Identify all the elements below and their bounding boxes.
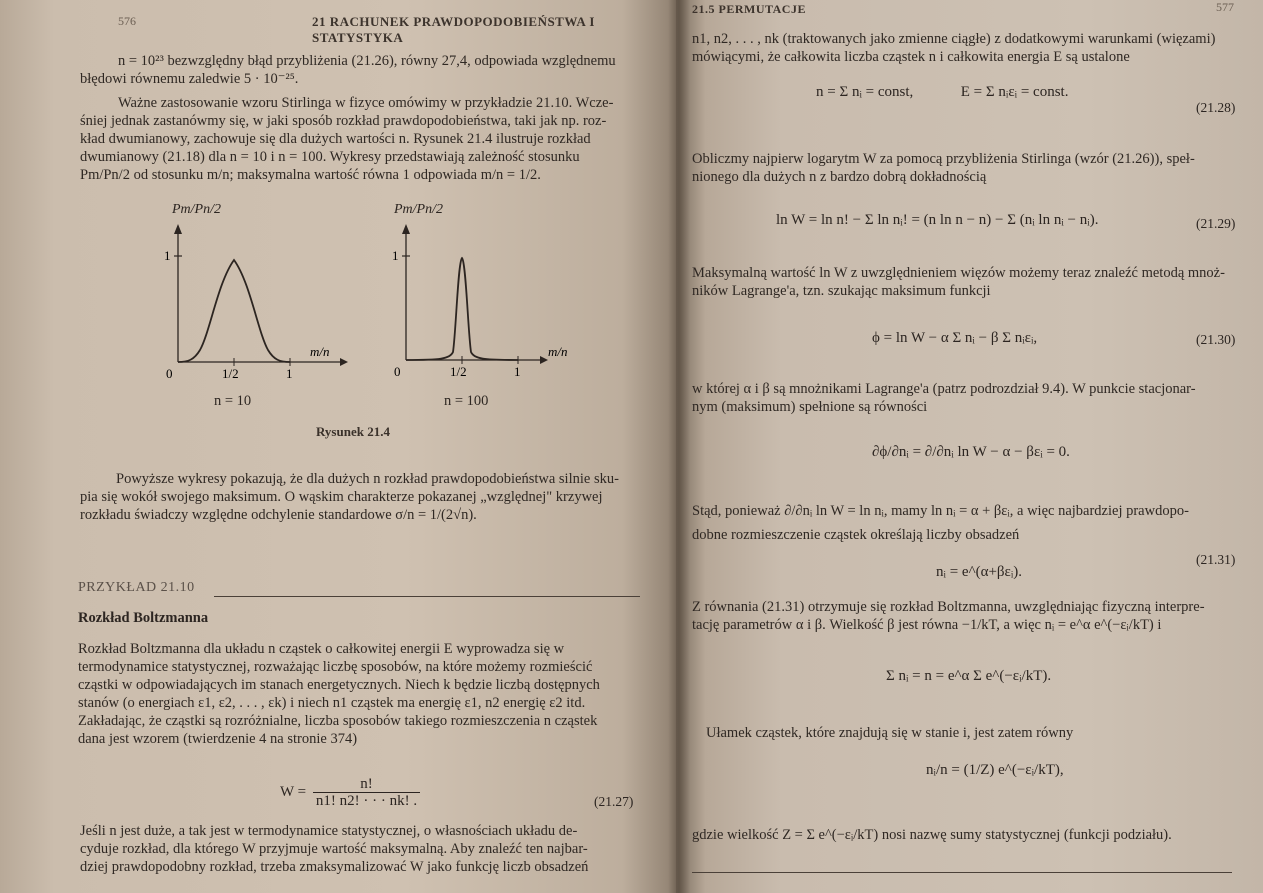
text-line: nionego dla dużych n z bardzo dobrą dokładnością (692, 169, 987, 185)
text-line: termodynamice statystycznej, rozważając liczbę sposobów, na które możemy rozmieścić (78, 659, 593, 675)
x-tick-label: 0 (166, 366, 173, 381)
x-tick-label: 1 (286, 366, 293, 381)
text-line: rozkładu świadczy względne odchylenie standardowe σ/n = 1/(2√n). (80, 507, 477, 523)
text-line: mówiącymi, że całkowita liczba cząstek n i całkowita energia E są ustalone (692, 49, 1130, 65)
text-line: Obliczmy najpierw logarytm W za pomocą przybliżenia Stirlinga (wzór (21.26)), speł- (692, 151, 1195, 167)
text-line: Pm/Pn/2 od stosunku m/n; maksymalna wartość równa 1 odpowiada m/n = 1/2. (80, 167, 541, 183)
heading-rule (214, 596, 640, 597)
fraction-numerator: n! (313, 776, 420, 793)
text-line: Rozkład Boltzmanna dla układu n cząstek o całkowitej energii E wyprowadza się w (78, 641, 565, 657)
text-line: nym (maksimum) spełnione są równości (692, 399, 928, 415)
x-tick-label: 0 (394, 364, 401, 379)
text-line: kład dwumianowy, zachowuje się dla dużych wartości n. Rysunek 21.4 ilustruje rozkład (80, 131, 591, 147)
text-line: dziej prawdopodobny rozkład, trzeba zmaksymalizować W jako funkcję liczb obsadzeń (80, 859, 589, 875)
text-line: cyduje rozkład, dla którego W przyjmuje wartość maksymalną. Aby znaleźć ten najbar- (80, 841, 588, 857)
equation-number: (21.31) (1196, 552, 1236, 567)
equation-part: E = Σ nᵢεᵢ = const. (960, 84, 1069, 100)
equation-21-27 (280, 776, 423, 809)
running-head: 21.5 PERMUTACJE (692, 2, 806, 16)
text-line: stanów (o energiach ε1, ε2, . . . , εk) i niech n1 cząstek ma energię ε1, n2 energię ε2 itd. (78, 695, 586, 711)
text-line: dwumianowy (21.18) dla n = 10 i n = 100. Wykresy przedstawiają zależność stosunku (80, 149, 580, 165)
x-axis-label: m/n (548, 344, 568, 359)
text-line: Z równania (21.31) otrzymuje się rozkład Boltzmanna, uwzględniając fizyczną interpre- (692, 599, 1205, 615)
fraction-denominator: n1! n2! · · · nk! . (315, 793, 418, 809)
x-tick-label: 1 (514, 364, 521, 379)
text-line: dana jest wzorem (twierdzenie 4 na stronie 374) (78, 731, 358, 747)
plot-ylabel: Pm/Pn/2 (394, 202, 443, 217)
equation-lhs: W = (280, 783, 307, 800)
text-line: Ułamek cząstek, które znajdują się w stanie i, jest zatem równy (706, 725, 1074, 741)
page-number: 577 (1216, 0, 1234, 14)
x-tick-label: 1/2 (450, 364, 467, 379)
text-line: Zakładając, że cząstki są rozróżnialne, liczba sposobów takiego rozmieszczenia n cząstek (78, 713, 598, 729)
text-line: gdzie wielkość Z = Σ e^(−εᵢ/kT) nosi nazwę sumy statystycznej (funkcji podziału). (692, 827, 1172, 843)
binomial-plot-n10 (160, 222, 360, 392)
x-axis-label: m/n (310, 344, 330, 359)
binomial-plot-n100 (390, 222, 590, 392)
text-line: dobne rozmieszczenie cząstek określają liczby obsadzeń (692, 527, 1020, 543)
plot-ylabel: Pm/Pn/2 (172, 202, 221, 217)
equation-number: (21.27) (594, 794, 634, 809)
text-line: ników Lagrange'a, tzn. szukając maksimum funkcji (692, 283, 991, 299)
y-tick-label: 1 (392, 248, 399, 263)
equation-sum: Σ nᵢ = n = e^α Σ e^(−εᵢ/kT). (886, 668, 1052, 684)
text-line: cząstki w odpowiadających im stanach energetycznych. Niech k będzie liczbą dostępnych (78, 677, 600, 693)
page-rule (692, 872, 1232, 873)
equation-number: (21.28) (1196, 100, 1236, 115)
y-tick-label: 1 (164, 248, 171, 263)
equation-21-29: ln W = ln n! − Σ ln nᵢ! = (n ln n − n) − Σ (nᵢ ln nᵢ − nᵢ). (776, 212, 1099, 228)
example-title: Rozkład Boltzmanna (78, 610, 209, 626)
text-line: pia się wokół swojego maksimum. O wąskim charakterze pokazanej „względnej" krzywej (80, 489, 603, 505)
book-gutter (668, 0, 690, 893)
text-line: śniej jednak zastanówmy się, w jaki sposób rozkład prawdopodobieństwa, taki jak np. roz- (80, 113, 607, 129)
text-line: Jeśli n jest duże, a tak jest w termodynamice statystycznej, o własnościach układu de- (80, 823, 578, 839)
equation-21-30: ϕ = ln W − α Σ nᵢ − β Σ nᵢεᵢ, (872, 330, 1038, 346)
equation-stationary: ∂ϕ/∂nᵢ = ∂/∂nᵢ ln W − α − βεᵢ = 0. (872, 444, 1070, 460)
running-head: 21 RACHUNEK PRAWDOPODOBIEŃSTWA I STATYSTYKA (312, 14, 595, 45)
text-line: n = 10²³ bezwzględny błąd przybliżenia (21.26), równy 27,4, odpowiada względnemu (118, 53, 616, 69)
equation-fraction: nᵢ/n = (1/Z) e^(−εᵢ/kT), (926, 762, 1064, 778)
plot-caption: n = 10 (214, 393, 252, 409)
equation-number: (21.29) (1196, 216, 1236, 231)
equation-number: (21.30) (1196, 332, 1236, 347)
page-number: 576 (118, 14, 136, 28)
text-line: Powyższe wykresy pokazują, że dla dużych n rozkład prawdopodobieństwa silnie sku- (116, 471, 619, 487)
text-line: Maksymalną wartość ln W z uwzględnieniem więzów możemy teraz znaleźć metodą mnoż- (692, 265, 1225, 281)
text-line: błędowi równemu zaledwie 5 · 10⁻²⁵. (80, 71, 299, 87)
text-line: tację parametrów α i β. Wielkość β jest równa −1/kT, a więc nᵢ = e^α e^(−εᵢ/kT) i (692, 617, 1162, 633)
x-tick-label: 1/2 (222, 366, 239, 381)
plot-caption: n = 100 (444, 393, 489, 409)
example-heading: PRZYKŁAD 21.10 (78, 580, 195, 595)
text-line: Ważne zastosowanie wzoru Stirlinga w fizyce omówimy w przykładzie 21.10. Wcze- (118, 95, 614, 111)
text-line: n1, n2, . . . , nk (traktowanych jako zmienne ciągłe) z dodatkowymi warunkami (więzami) (692, 31, 1216, 47)
figure-caption: Rysunek 21.4 (316, 424, 390, 439)
equation-21-28 (816, 84, 1068, 101)
text-line: w której α i β są mnożnikami Lagrange'a (patrz podrozdział 9.4). W punkcie stacjonar- (692, 381, 1196, 397)
equation-21-31: nᵢ = e^(α+βεᵢ). (936, 564, 1023, 580)
text-line: Stąd, ponieważ ∂/∂nᵢ ln W = ln nᵢ, mamy ln nᵢ = α + βεᵢ, a więc najbardziej prawdopo- (692, 503, 1189, 519)
right-page (676, 0, 1263, 893)
equation-part: n = Σ nᵢ = const, (816, 84, 914, 100)
